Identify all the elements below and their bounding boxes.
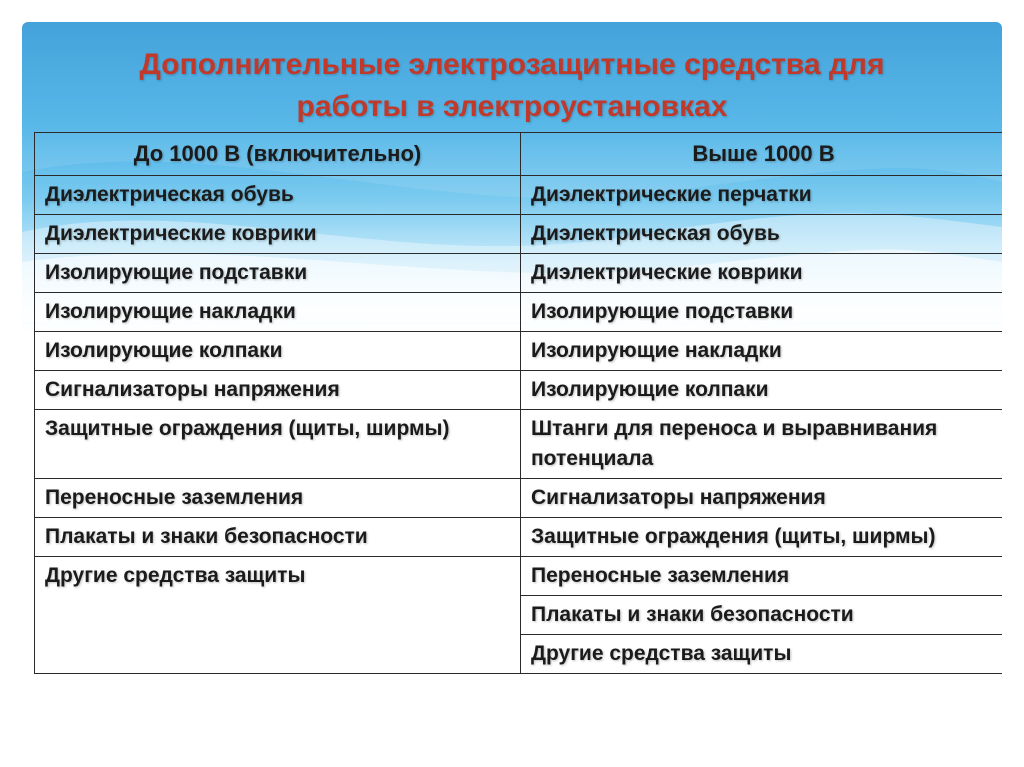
table-cell: Диэлектрические коврики	[521, 254, 1003, 293]
table-cell: Сигнализаторы напряжения	[35, 371, 521, 410]
title-line-1: Дополнительные электрозащитные средства для	[139, 48, 885, 81]
table-cell: Переносные заземления	[521, 557, 1003, 596]
table-cell: Другие средства защиты	[521, 635, 1003, 674]
header-above-1000v: Выше 1000 В	[521, 133, 1003, 176]
page-title	[22, 44, 1002, 128]
table-row	[35, 176, 1003, 215]
table-cell: Диэлектрическая обувь	[521, 215, 1003, 254]
protective-means-table	[34, 132, 1002, 674]
table-row	[35, 254, 1003, 293]
table-cell: Изолирующие накладки	[35, 293, 521, 332]
table-cell: Сигнализаторы напряжения	[521, 479, 1003, 518]
title-line-2: работы в электроустановках	[296, 90, 728, 123]
table-cell: Диэлектрические перчатки	[521, 176, 1003, 215]
table-cell: Плакаты и знаки безопасности	[521, 596, 1003, 635]
table-cell: Защитные ограждения (щиты, ширмы)	[35, 410, 521, 479]
table-cell: Изолирующие подставки	[35, 254, 521, 293]
table-row	[35, 215, 1003, 254]
table-cell: Плакаты и знаки безопасности	[35, 518, 521, 557]
table-row	[35, 518, 1003, 557]
table-cell: Другие средства защиты	[35, 557, 521, 674]
header-up-to-1000v: До 1000 В (включительно)	[35, 133, 521, 176]
table-cell: Диэлектрическая обувь	[35, 176, 521, 215]
table-cell: Изолирующие колпаки	[521, 371, 1003, 410]
table-cell: Изолирующие подставки	[521, 293, 1003, 332]
table-row	[35, 293, 1003, 332]
table-cell: Изолирующие колпаки	[35, 332, 521, 371]
table-cell: Защитные ограждения (щиты, ширмы)	[521, 518, 1003, 557]
table-row	[35, 371, 1003, 410]
table-row	[35, 479, 1003, 518]
table-cell: Изолирующие накладки	[521, 332, 1003, 371]
table-header-row	[35, 133, 1003, 176]
slide	[22, 22, 1002, 762]
table-cell: Переносные заземления	[35, 479, 521, 518]
table-row	[35, 332, 1003, 371]
table-cell: Диэлектрические коврики	[35, 215, 521, 254]
table-row	[35, 557, 1003, 596]
table-cell: Штанги для переноса и выравнивания потенциала	[521, 410, 1003, 479]
table-row	[35, 410, 1003, 479]
